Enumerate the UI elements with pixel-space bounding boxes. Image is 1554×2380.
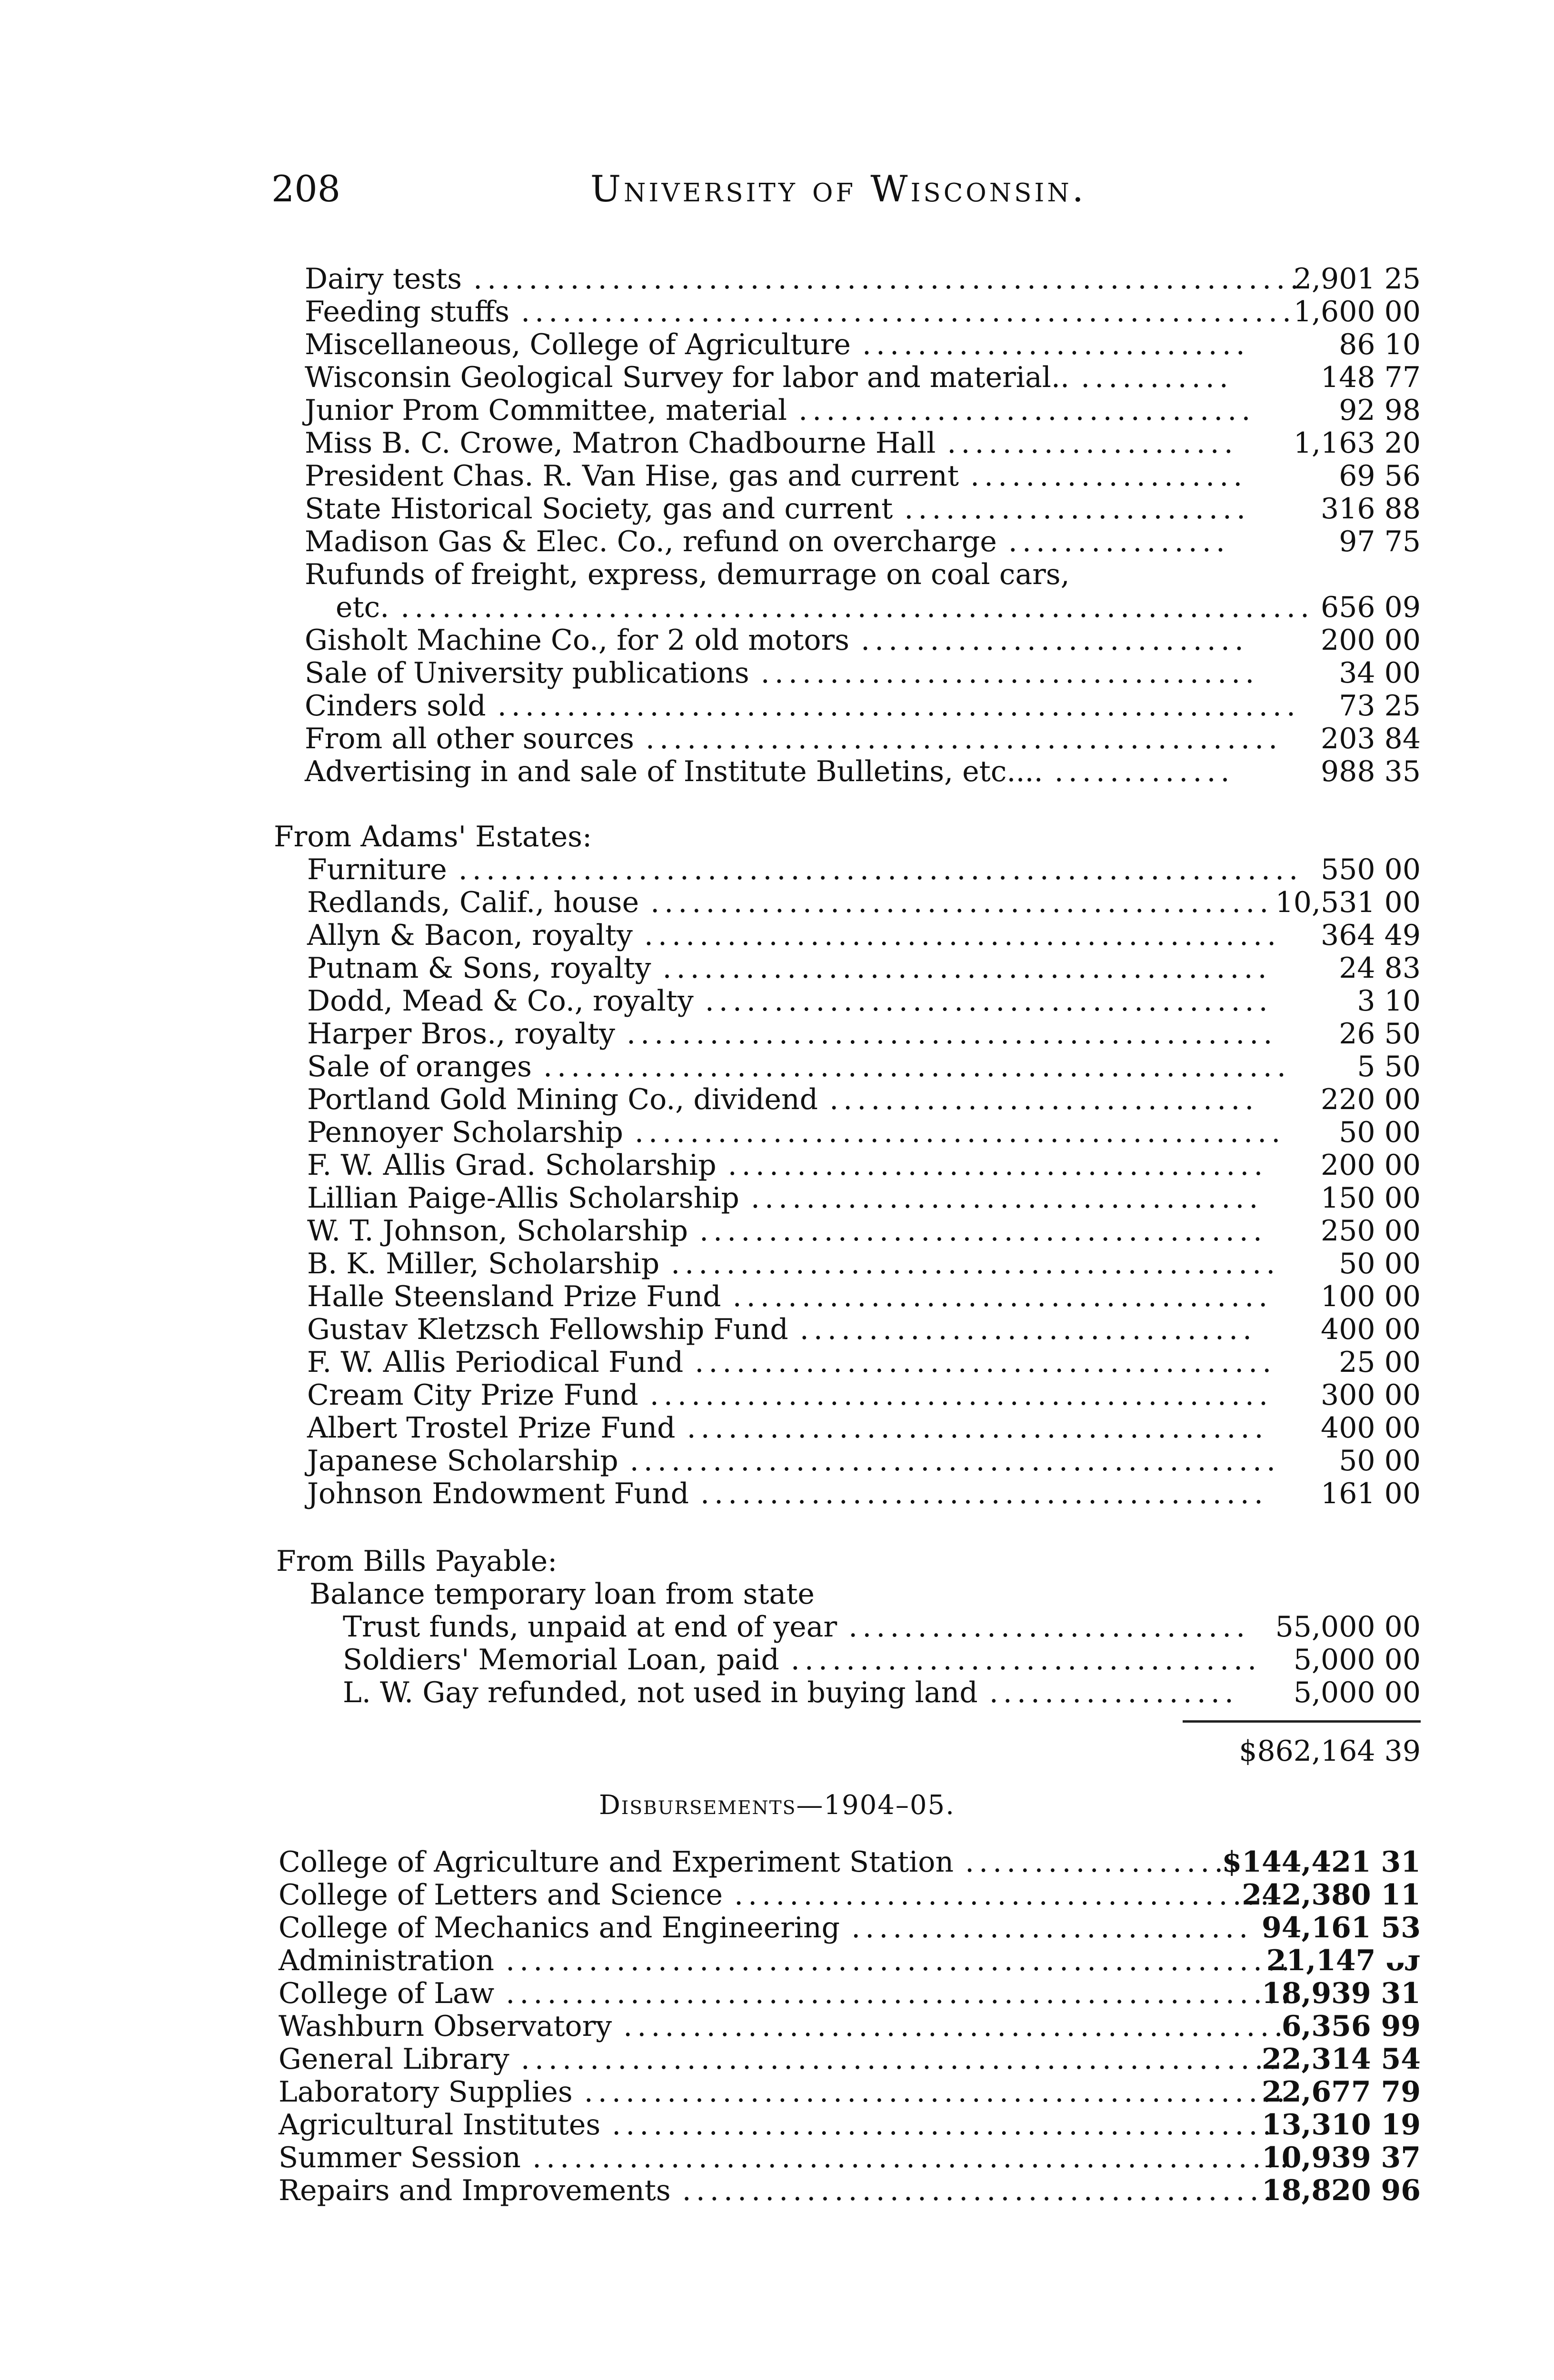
section-heading-adams: From Adams' Estates: [274,820,592,853]
entry-amount: 200 00 [1321,624,1421,657]
entry-label: Feeding stuffs [305,295,510,328]
entry-row [0,460,1554,493]
entry-label: Lillian Paige-Allis Scholarship [307,1181,739,1215]
leader-dots: .................... [965,1845,1242,1879]
entry-label: College of Letters and Science [279,1878,723,1912]
entry-label: Miscellaneous, College of Agriculture [305,328,851,361]
entry-row [0,1412,1554,1445]
entry-amount: 18,820 96 [1261,2174,1421,2207]
entry-row [0,2174,1554,2207]
entry-label: College of Mechanics and Engineering [279,1911,840,1944]
entry-amount: 250 00 [1321,1214,1421,1248]
leader-dots: ............................. [848,1610,1250,1644]
entry-label: etc. [336,591,389,624]
entry-amount: 24 83 [1339,952,1421,985]
leader-dots: .............................................. [644,919,1281,952]
leader-dots: ......................................................... [506,1977,1295,2010]
entry-amount: 5,000 00 [1293,1676,1421,1709]
leader-dots: ............................... [829,1083,1259,1116]
leader-dots: ................................................ [612,2108,1276,2142]
entry-row [0,1676,1554,1709]
entry-amount: 400 00 [1321,1411,1421,1445]
leader-dots: .................... [970,459,1247,493]
entry-amount: 34 00 [1339,656,1421,690]
entry-row [0,690,1554,723]
leader-dots: ........................................................ [521,295,1296,328]
entry-label: Redlands, Calif., house [307,886,639,919]
entry-amount: 73 25 [1339,689,1421,723]
entry-label: College of Law [279,1977,495,2010]
entry-amount: 242,380 11 [1242,1878,1421,1912]
entry-label: Administration [279,1944,495,1977]
leader-dots: ............................................ [671,1247,1280,1280]
entry-label: Dairy tests [305,262,462,296]
leader-dots: ................................. [798,394,1255,427]
leader-dots: ............................................. [650,886,1274,919]
leader-dots: .......................................... [687,1411,1268,1445]
entry-amount: 988 35 [1321,755,1421,788]
leader-dots: .......................................................... [497,689,1300,723]
entry-row [0,1478,1554,1510]
entry-row [0,2142,1554,2174]
entry-row [0,1644,1554,1676]
entry-label: Cinders sold [305,689,486,723]
total-rule [1183,1720,1421,1723]
entry-amount: 18,939 31 [1261,1977,1421,2010]
entry-row [0,361,1554,394]
entry-amount: 1,600 00 [1293,295,1421,328]
leader-dots: ........... [1081,361,1233,394]
entry-label: L. W. Gay refunded, not used in buying land [343,1676,978,1709]
entry-amount: 26 50 [1339,1017,1421,1051]
entry-row [0,657,1554,690]
leader-dots: ............................................... [629,1444,1281,1478]
entry-amount: 22,677 79 [1261,2075,1421,2109]
leader-dots: ....................................... [732,1280,1273,1313]
entry-label: Cream City Prize Fund [307,1378,638,1412]
entry-row [0,723,1554,755]
entry-row [0,1379,1554,1412]
entry-label: State Historical Society, gas and current [305,492,893,526]
entry-label: Miss B. C. Crowe, Matron Chadbourne Hall [305,426,936,460]
leader-dots: .................................. [790,1643,1262,1676]
leader-dots: ................................................ [623,2010,1288,2043]
leader-dots: ................ [1008,525,1230,558]
entry-row [0,2109,1554,2142]
entry-label: Harper Bros., royalty [307,1017,616,1051]
leader-dots: ...................................................... [543,1050,1291,1083]
bills-subheading: Balance temporary loan from state [309,1577,815,1611]
entry-label: Pennoyer Scholarship [307,1116,623,1149]
leader-dots: ....................................... [727,1149,1268,1182]
entry-row [0,624,1554,657]
entry-amount: 86 10 [1339,328,1421,361]
entry-row [0,1944,1554,1977]
entry-amount: 50 00 [1339,1247,1421,1280]
entry-row [0,296,1554,328]
entry-amount: 21,147 ᴗᴊ [1266,1944,1421,1977]
leader-dots: ............................................................. [458,853,1303,886]
page-number: 208 [271,168,341,210]
entry-label: President Chas. R. Van Hise, gas and current [305,459,959,493]
entry-amount: 550 00 [1321,853,1421,886]
entry-row [0,1018,1554,1051]
leader-dots: ............................ [862,328,1250,361]
leader-dots: ............................................... [627,1017,1277,1051]
entry-amount: 50 00 [1339,1116,1421,1149]
leader-dots: ........................................... [682,2174,1277,2207]
entry-amount: 69 56 [1339,459,1421,493]
leader-dots: ....................................................... [532,2141,1294,2174]
entry-row [0,1248,1554,1280]
entry-amount: 148 77 [1321,361,1421,394]
entry-label: Albert Trostel Prize Fund [307,1411,676,1445]
leader-dots: ......................................... [699,1214,1267,1248]
entry-amount: 150 00 [1321,1181,1421,1215]
leader-dots: ................................................... [584,2075,1290,2109]
entry-label: Advertising in and sale of Institute Bulletins, etc.... [305,755,1043,788]
entry-amount: 316 88 [1321,492,1421,526]
entry-label: Gustav Kletzsch Fellowship Fund [307,1313,788,1346]
leader-dots: .................................................................. [400,591,1315,624]
entry-amount: 1,163 20 [1293,426,1421,460]
entry-label: Summer Session [279,2141,521,2174]
entry-label: Sale of oranges [307,1050,532,1083]
leader-dots: ................................. [799,1313,1257,1346]
entry-amount: 5,000 00 [1293,1643,1421,1676]
entry-row [0,2010,1554,2043]
entry-label: Allyn & Bacon, royalty [307,919,633,952]
leader-dots: ............................. [851,1911,1253,1944]
entry-row [0,1083,1554,1116]
entry-label: Putnam & Sons, royalty [307,952,651,985]
entry-amount: 203 84 [1321,722,1421,755]
entry-row [0,1149,1554,1182]
entry-row [0,1051,1554,1083]
entry-label: Soldiers' Memorial Loan, paid [343,1643,779,1676]
entry-row [0,526,1554,558]
entry-label: B. K. Miller, Scholarship [307,1247,660,1280]
entry-label: F. W. Allis Periodical Fund [307,1346,684,1379]
entry-label: Trust funds, unpaid at end of year [343,1610,837,1644]
entry-amount: 55,000 00 [1275,1610,1421,1644]
entry-amount: 2,901 25 [1293,262,1421,296]
entry-label: Laboratory Supplies [279,2075,573,2109]
leader-dots: ............. [1054,755,1235,788]
entry-label: College of Agriculture and Experiment Station [279,1845,954,1879]
entry-row [0,1182,1554,1215]
entry-row [0,1879,1554,1912]
entry-label-continued: Rufunds of freight, express, demurrage on coal cars, [305,558,1070,591]
entry-amount: $144,421 31 [1222,1845,1421,1879]
leader-dots: ............................................................ [473,262,1304,296]
leader-dots: .................. [989,1676,1238,1709]
entry-amount: 3 10 [1357,984,1421,1018]
leader-dots: ......................................... [705,984,1273,1018]
entry-row [0,1116,1554,1149]
leader-dots: ..................... [947,426,1238,460]
entry-label: General Library [279,2043,509,2076]
page-header [271,168,1424,220]
entry-label: Japanese Scholarship [307,1444,618,1478]
entry-amount: 94,161 53 [1261,1911,1421,1944]
entry-label: Gisholt Machine Co., for 2 old motors [305,624,849,657]
entry-amount: 22,314 54 [1261,2043,1421,2076]
entry-amount: 10,939 37 [1261,2141,1421,2174]
entry-row [0,1611,1554,1644]
leader-dots: ......................................... [700,1477,1268,1510]
entry-label: Madison Gas & Elec. Co., refund on overcharge [305,525,997,558]
entry-amount: 161 00 [1321,1477,1421,1510]
entry-row [0,952,1554,985]
entry-label: Sale of University publications [305,656,749,690]
entry-amount: 300 00 [1321,1378,1421,1412]
entry-label: Agricultural Institutes [279,2108,601,2142]
entry-label: Halle Steensland Prize Fund [307,1280,721,1313]
entry-amount: 13,310 19 [1261,2108,1421,2142]
entry-row [0,1280,1554,1313]
entry-label: Johnson Endowment Fund [307,1477,689,1510]
entry-row [0,1445,1554,1478]
entry-row [0,427,1554,460]
entry-amount: 200 00 [1321,1149,1421,1182]
entry-row [0,755,1554,788]
entry-row [0,2043,1554,2076]
entry-row [0,394,1554,427]
section-heading-bills: From Bills Payable: [276,1545,558,1578]
entry-row [0,919,1554,952]
entry-label: Washburn Observatory [279,2010,612,2043]
entry-row [0,1846,1554,1879]
entry-row [0,1313,1554,1346]
leader-dots: ......................................................... [506,1944,1295,1977]
entry-amount: 50 00 [1339,1444,1421,1478]
entry-amount: 220 00 [1321,1083,1421,1116]
running-title: University of Wisconsin. [590,168,1086,210]
leader-dots: .............................................. [645,722,1283,755]
entry-amount: 25 00 [1339,1346,1421,1379]
receipts-total: $862,164 39 [1239,1735,1421,1768]
leader-dots: ............................................. [649,1378,1273,1412]
leader-dots: ............................................ [662,952,1272,985]
entry-label: From all other sources [305,722,634,755]
entry-amount: 400 00 [1321,1313,1421,1346]
entry-row [0,328,1554,361]
entry-label: W. T. Johnson, Scholarship [307,1214,688,1248]
entry-row [0,591,1554,624]
entry-row [0,985,1554,1018]
entry-amount: 100 00 [1321,1280,1421,1313]
entry-label: Dodd, Mead & Co., royalty [307,984,694,1018]
entry-amount: 5 50 [1357,1050,1421,1083]
leader-dots: ....................................... [734,1878,1274,1912]
entry-label: Furniture [307,853,447,886]
leader-dots: ......................... [904,492,1251,526]
entry-amount: 92 98 [1339,394,1421,427]
entry-amount: 6,356 99 [1281,2010,1421,2043]
leader-dots: .......................................... [695,1346,1276,1379]
leader-dots: ............................ [860,624,1248,657]
leader-dots: ........................................................ [520,2043,1296,2076]
entry-amount: 97 75 [1339,525,1421,558]
entry-label: Repairs and Improvements [279,2174,671,2207]
entry-row [0,853,1554,886]
leader-dots: ..................................... [750,1181,1263,1215]
entry-row [0,2076,1554,2109]
leader-dots: .................................... [760,656,1259,690]
entry-label: Junior Prom Committee, material [305,394,787,427]
disbursements-heading: Disbursements—1904–05. [599,1790,955,1821]
entry-row [0,493,1554,526]
entry-amount: 656 09 [1321,591,1421,624]
entry-row [0,1977,1554,2010]
entry-row [0,886,1554,919]
entry-label: Wisconsin Geological Survey for labor and material.. [305,361,1070,394]
entry-row [0,1346,1554,1379]
entry-label: F. W. Allis Grad. Scholarship [307,1149,717,1182]
entry-amount: 10,531 00 [1275,886,1421,919]
entry-label: Portland Gold Mining Co., dividend [307,1083,818,1116]
entry-row [0,263,1554,296]
leader-dots: ............................................... [634,1116,1285,1149]
entry-row [0,1912,1554,1944]
entry-row [0,1215,1554,1248]
entry-amount: 364 49 [1321,919,1421,952]
